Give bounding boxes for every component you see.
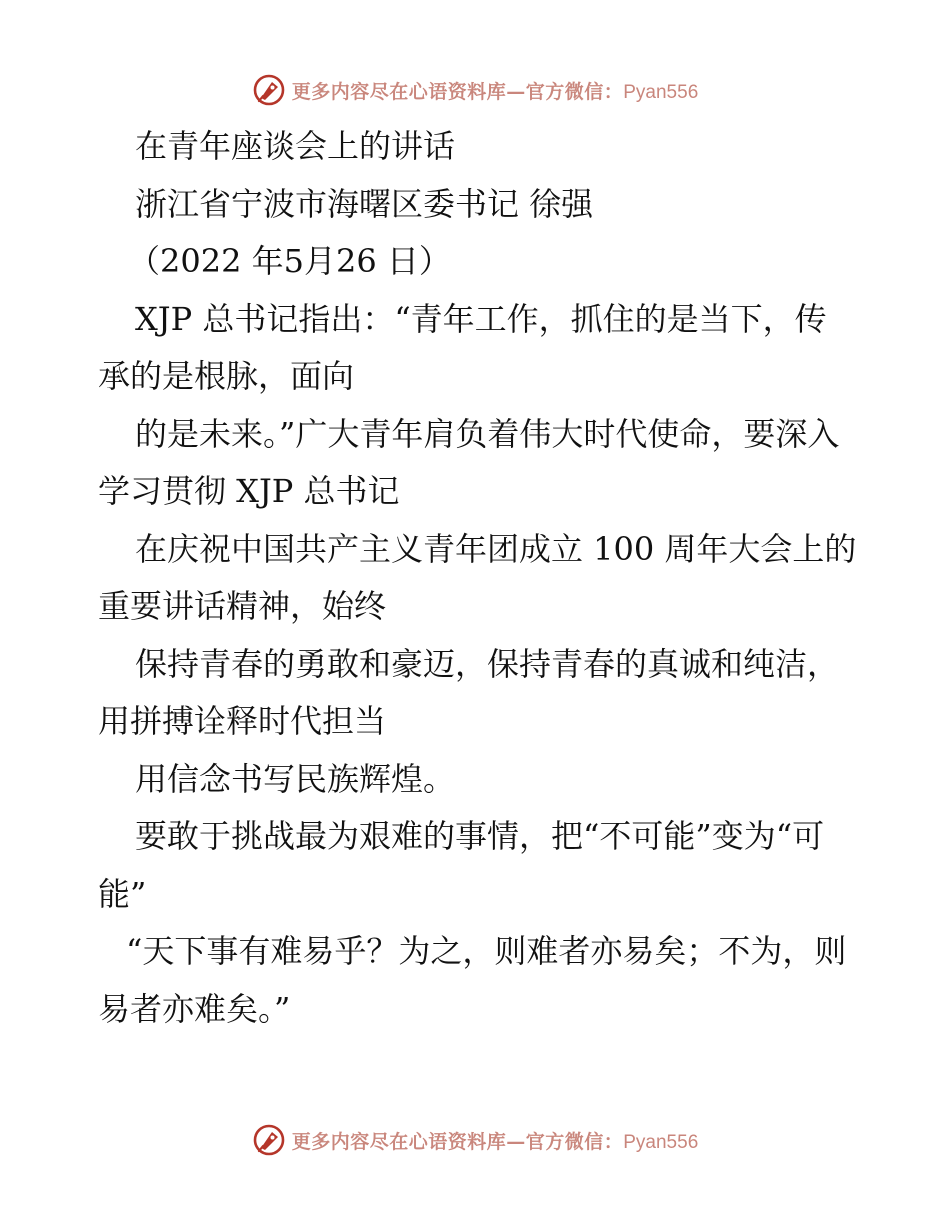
paragraph: 在庆祝中国共产主义青年团成立 100 周年大会上的重要讲话精神，始终 bbox=[98, 529, 857, 625]
watermark-text: 更多内容尽在心语资料库—官方微信：Pyan556 bbox=[291, 80, 699, 103]
paragraph: 保持青春的勇敢和豪迈，保持青春的真诚和纯洁，用拼搏诠释时代担当 bbox=[98, 644, 840, 740]
pen-nib-logo-icon bbox=[252, 73, 286, 107]
pen-nib-logo-icon bbox=[252, 1123, 286, 1157]
paragraph: 的是未来。”广大青年肩负着伟大时代使命，要深入学习贯彻 XJP 总书记 bbox=[98, 414, 840, 510]
watermark-wechat-id: Pyan556 bbox=[623, 81, 699, 103]
document-body bbox=[98, 118, 858, 1038]
document-title: 在青年座谈会上的讲话 bbox=[135, 127, 456, 165]
quote-paragraph: “天下事有难易乎？为之，则难者亦易矣；不为，则易者亦难矣。” bbox=[98, 932, 847, 1028]
paragraph: XJP 总书记指出：“青年工作，抓住的是当下，传承的是根脉，面向 bbox=[98, 299, 827, 395]
watermark-header bbox=[0, 70, 950, 110]
paragraph: 要敢于挑战最为艰难的事情，把“不可能”变为“可能” bbox=[98, 817, 825, 913]
date-line: （2022 年5月26 日） bbox=[128, 242, 451, 280]
paragraph: 用信念书写民族辉煌。 bbox=[135, 759, 456, 798]
author-line: 浙江省宁波市海曙区委书记 徐强 bbox=[135, 184, 594, 223]
watermark-text: 更多内容尽在心语资料库—官方微信：Pyan556 bbox=[291, 1130, 699, 1153]
watermark-footer bbox=[0, 1120, 950, 1160]
watermark-wechat-id: Pyan556 bbox=[623, 1131, 699, 1153]
